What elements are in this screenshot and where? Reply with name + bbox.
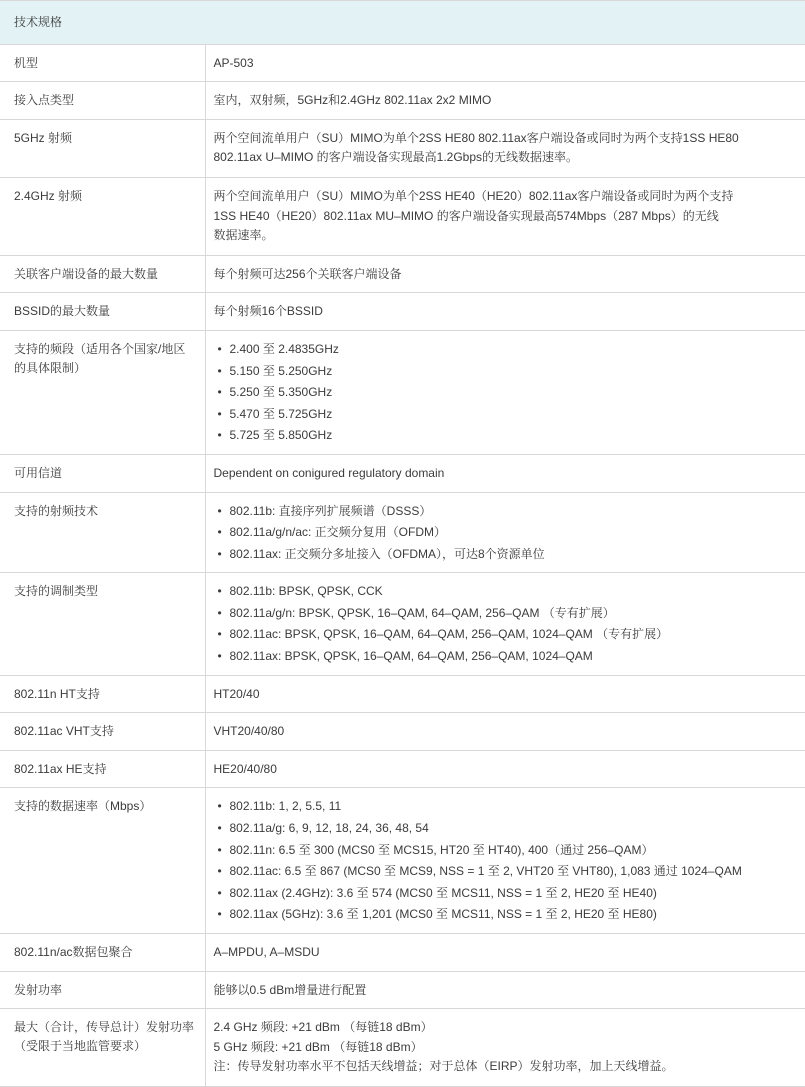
table-row [0,44,805,82]
spec-label: 接入点类型 [0,82,205,120]
spec-text-line: 5 GHz 频段: +21 dBm （每链18 dBm） [213,1039,423,1054]
spec-text-block [214,1018,798,1076]
spec-label: 支持的数据速率（Mbps） [0,788,205,934]
spec-bullet-item: • 802.11b: BPSK, QPSK, CCK [230,582,798,601]
spec-label: 802.11ax HE支持 [0,750,205,788]
spec-bullet-item: • 802.11ac: BPSK, QPSK, 16–QAM, 64–QAM, 256–QAM, 1024–QAM （专有扩展） [230,625,798,644]
spec-value: A–MPDU, A–MSDU [205,934,805,972]
spec-value [205,788,805,934]
spec-value: 每个射频16个BSSID [205,293,805,331]
spec-bullet-item: • 5.470 至 5.725GHz [230,405,798,424]
spec-value: HT20/40 [205,675,805,713]
spec-label [0,330,205,454]
table-row [0,177,805,255]
table-row [0,492,805,573]
spec-label: 802.11ac VHT支持 [0,713,205,751]
spec-bullet-item: • 802.11ax (2.4GHz): 3.6 至 574 (MCS0 至 MCS11, NSS = 1 至 2, HE20 至 HE40) [230,884,798,903]
table-row [0,119,805,177]
spec-bullet-item: • 802.11n: 6.5 至 300 (MCS0 至 MCS15, HT20 至 HT40), 400（通过 256–QAM） [230,841,798,860]
spec-value: 能够以0.5 dBm增量进行配置 [205,971,805,1009]
spec-bullet-item: • 802.11b: 直接序列扩展频谱（DSSS） [230,502,798,521]
spec-bullet-item: • 802.11b: 1, 2, 5.5, 11 [230,797,798,816]
spec-value [205,177,805,255]
spec-text-line: 2.4 GHz 频段: +21 dBm （每链18 dBm） [213,1020,433,1035]
spec-label: 802.11n HT支持 [0,675,205,713]
spec-value [205,492,805,573]
spec-bullet-item: • 802.11ac: 6.5 至 867 (MCS0 至 MCS9, NSS = 1 至 2, VHT20 至 VHT80), 1,083 通过 1024–QAM [230,862,798,881]
table-title-row [0,1,805,45]
table-row [0,330,805,454]
spec-label: BSSID的最大数量 [0,293,205,331]
spec-value [205,119,805,177]
spec-label: 机型 [0,44,205,82]
table-row [0,573,805,675]
spec-value [205,573,805,675]
spec-bullet-list [214,797,798,924]
spec-bullet-list [214,340,798,445]
spec-label: 支持的调制类型 [0,573,205,675]
table-row [0,750,805,788]
spec-value [205,330,805,454]
spec-bullet-item: • 802.11a/g/n: BPSK, QPSK, 16–QAM, 64–QAM, 256–QAM （专有扩展） [230,604,798,623]
spec-label: 802.11n/ac数据包聚合 [0,934,205,972]
table-row [0,293,805,331]
table-row [0,675,805,713]
spec-value: Dependent on conigured regulatory domain [205,454,805,492]
spec-bullet-item: • 5.150 至 5.250GHz [230,362,798,381]
spec-bullet-item: • 5.725 至 5.850GHz [230,426,798,445]
spec-value: HE20/40/80 [205,750,805,788]
spec-text-line: 802.11ax U–MIMO 的客户端设备实现最高1.2Gbps的无线数据速率。 [213,150,579,165]
table-row [0,1009,805,1086]
spec-label: 发射功率 [0,971,205,1009]
spec-value [205,1009,805,1086]
spec-label-line: （受限于当地监管要求） [14,1038,147,1053]
spec-bullet-list [214,502,798,564]
spec-label-line: 支持的频段（适用各个国家/地区 [14,341,186,356]
spec-text-line: 数据速率。 [213,228,274,243]
spec-bullet-item: • 802.11a/g: 6, 9, 12, 18, 24, 36, 48, 54 [230,819,798,838]
spec-label: 5GHz 射频 [0,119,205,177]
table-row [0,788,805,934]
spec-label: 关联客户端设备的最大数量 [0,255,205,293]
table-row [0,255,805,293]
spec-label-line: 最大（合计，传导总计）发射功率 [14,1020,195,1035]
spec-text-block [214,129,798,167]
spec-text-line: 注：传导发射功率水平不包括天线增益；对于总体（EIRP）发射功率，加上天线增益。 [213,1059,674,1074]
spec-text-line: 1SS HE40（HE20）802.11ax MU–MIMO 的客户端设备实现最高574Mbps（287 Mbps）的无线 [213,208,719,223]
spec-bullet-item: • 802.11ax: BPSK, QPSK, 16–QAM, 64–QAM, 256–QAM, 1024–QAM [230,647,798,666]
spec-value: 每个射频可达256个关联客户端设备 [205,255,805,293]
spec-text-line: 两个空间流单用户（SU）MIMO为单个2SS HE80 802.11ax客户端设备或同时为两个支持1SS HE80 [213,130,739,145]
spec-label: 可用信道 [0,454,205,492]
spec-bullet-item: • 802.11ax (5GHz): 3.6 至 1,201 (MCS0 至 MCS11, NSS = 1 至 2, HE20 至 HE80) [230,905,798,924]
spec-bullet-item: • 2.400 至 2.4835GHz [230,340,798,359]
spec-value: 室内，双射频，5GHz和2.4GHz 802.11ax 2x2 MIMO [205,82,805,120]
page-title: 技术规格 [0,1,805,45]
spec-label-line: 的具体限制） [14,360,87,375]
table-row [0,82,805,120]
spec-label: 2.4GHz 射频 [0,177,205,255]
spec-text-block [214,187,798,245]
spec-bullet-list [214,582,798,665]
table-row [0,454,805,492]
table-row [0,934,805,972]
spec-bullet-item: • 802.11a/g/n/ac: 正交频分复用（OFDM） [230,523,798,542]
spec-bullet-item: • 802.11ax: 正交频分多址接入（OFDMA），可达8个资源单位 [230,545,798,564]
spec-label: 支持的射频技术 [0,492,205,573]
spec-value: VHT20/40/80 [205,713,805,751]
table-row [0,713,805,751]
spec-label [0,1009,205,1086]
spec-text-line: 两个空间流单用户（SU）MIMO为单个2SS HE40（HE20）802.11ax客户端设备或同时为两个支持 [213,188,734,203]
spec-value: AP-503 [205,44,805,82]
table-row [0,971,805,1009]
spec-bullet-item: • 5.250 至 5.350GHz [230,383,798,402]
